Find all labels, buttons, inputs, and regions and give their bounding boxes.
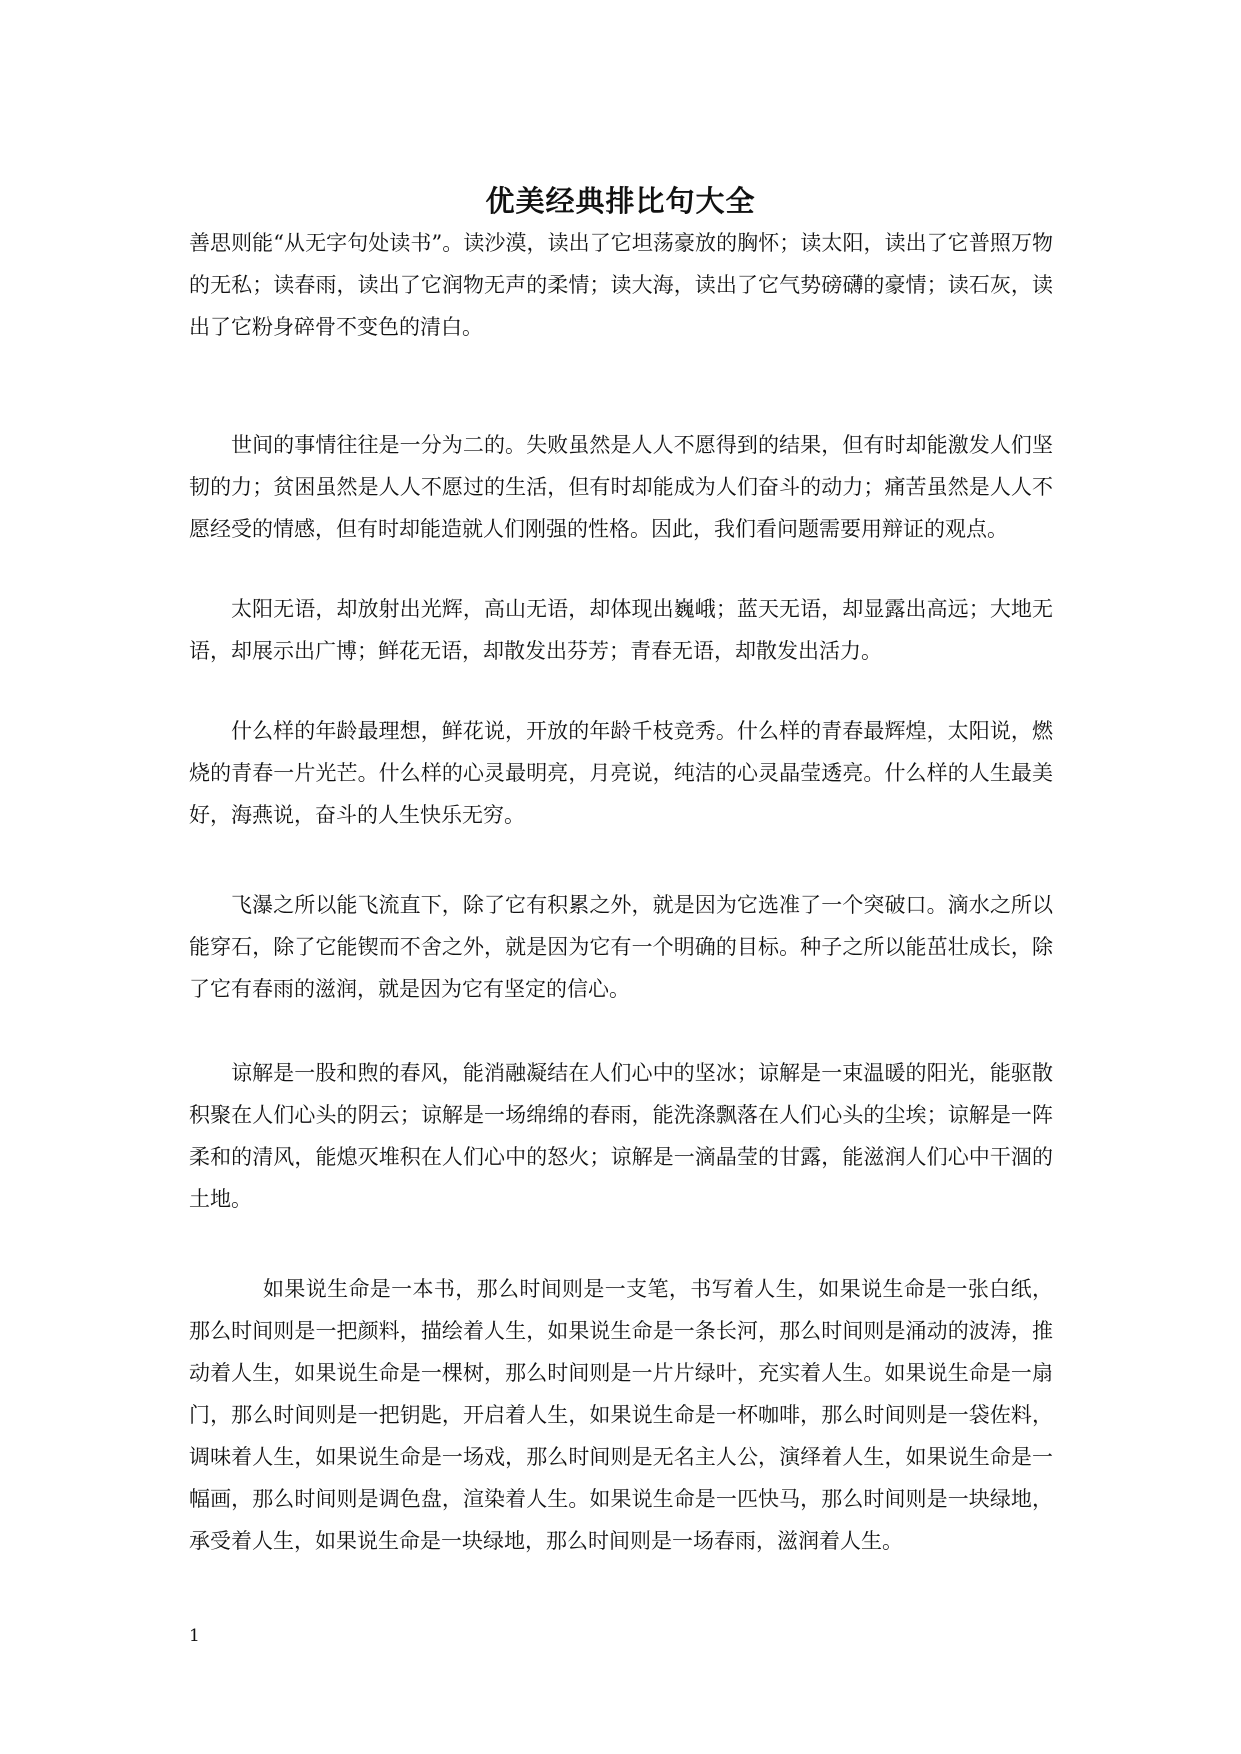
paragraph-4: 什么样的年龄最理想，鲜花说，开放的年龄千枝竞秀。什么样的青春最辉煌，太阳说，燃烧的青春一片光芒。什么样的心灵最明亮，月亮说，纯洁的心灵晶莹透亮。什么样的人生最美好，海燕说，奋斗的人生快乐无穷。 <box>189 719 1053 827</box>
paragraph-2: 世间的事情往往是一分为二的。失败虽然是人人不愿得到的结果，但有时却能激发人们坚韧的力；贫困虽然是人人不愿过的生活，但有时却能成为人们奋斗的动力；痛苦虽然是人人不愿经受的情感，但有时却能造就人们刚强的性格。因此，我们看问题需要用辩证的观点。 <box>189 433 1053 541</box>
paragraph-1: 善思则能“从无字句处读书”。读沙漠，读出了它坦荡豪放的胸怀；读太阳，读出了它普照万物的无私；读春雨，读出了它润物无声的柔情；读大海，读出了它气势磅礴的豪情；读石灰，读出了它粉身碎骨不变色的清白。 <box>189 231 1053 339</box>
paragraph-3: 太阳无语，却放射出光辉，高山无语，却体现出巍峨；蓝天无语，却显露出高远；大地无语，却展示出广博；鲜花无语，却散发出芬芳；青春无语，却散发出活力。 <box>189 597 1053 663</box>
page-number: 1 <box>189 1626 200 1646</box>
page-title: 优美经典排比句大全 <box>485 184 756 219</box>
paragraph-6: 谅解是一股和煦的春风，能消融凝结在人们心中的坚冰；谅解是一束温暖的阳光，能驱散积聚在人们心头的阴云；谅解是一场绵绵的春雨，能洗涤飘落在人们心头的尘埃；谅解是一阵柔和的清风，能熄灭堆积在人们心中的怒火；谅解是一滴晶莹的甘露，能滋润人们心中干涸的土地。 <box>189 1061 1053 1211</box>
paragraph-5: 飞瀑之所以能飞流直下，除了它有积累之外，就是因为它选准了一个突破口。滴水之所以能穿石，除了它能锲而不舍之外，就是因为它有一个明确的目标。种子之所以能茁壮成长，除了它有春雨的滋润，就是因为它有坚定的信心。 <box>189 893 1053 1001</box>
paragraph-7: 如果说生命是一本书，那么时间则是一支笔，书写着人生，如果说生命是一张白纸，那么时间则是一把颜料，描绘着人生，如果说生命是一条长河，那么时间则是涌动的波涛，推动着人生，如果说生命是一棵树，那么时间则是一片片绿叶，充实着人生。如果说生命是一扇门，那么时间则是一把钥匙，开启着人生，如果说生命是一杯咖啡，那么时间则是一袋佐料，调味着人生，如果说生命是一场戏，那么时间则是无名主人公，演绎着人生，如果说生命是一幅画，那么时间则是调色盘，渲染着人生。如果说生命是一匹快马，那么时间则是一块绿地，承受着人生，如果说生命是一块绿地，那么时间则是一场春雨，滋润着人生。 <box>189 1277 1053 1553</box>
